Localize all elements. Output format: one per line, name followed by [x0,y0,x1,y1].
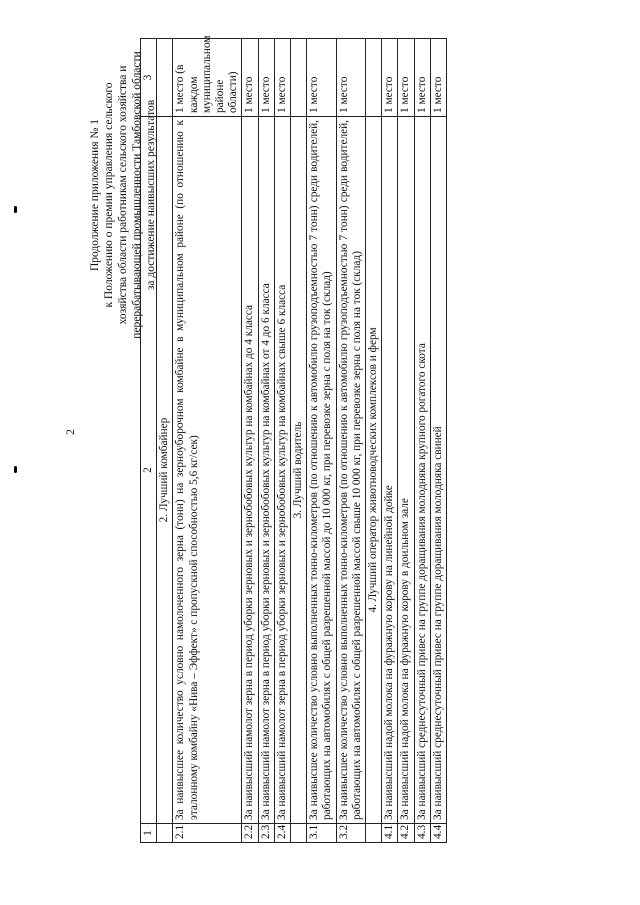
row-award: 1 место [258,39,274,117]
row-number: 4.3 [414,824,430,843]
row-number: 4.4 [430,824,446,843]
table-row [430,39,446,843]
table-row [274,39,290,843]
row-number: 4.1 [382,824,398,843]
section-title: 2. Лучший комбайнер [157,117,173,824]
row-criterion: За наивысшее количество условно намолоченного зерна (тонн) на зерноуборочном комбайне в муниципальном районе (по отношению к эталонному комбайну «Нива – Эффект» с пропускной способностью 5,6 кг/сек) [173,117,242,824]
header-line: перерабатывающей промышленности Тамбовской области [131,51,143,339]
section-row [291,39,307,843]
row-award: 1 место [274,39,290,117]
row-criterion: За наивысший надой молока на фуражную корову на линейной дойке [382,117,398,824]
section-title: 4. Лучший оператор животноводческих комплексов и ферм [366,117,382,824]
table-row [242,39,258,843]
awards-table [140,35,447,843]
section-row [366,39,382,843]
column-header: 1 [141,824,157,843]
section-row [157,39,173,843]
row-number: 4.2 [398,824,414,843]
row-award: 1 место [382,39,398,117]
row-award: 1 место [414,39,430,117]
row-criterion: За наивысший намолот зерна в период уборки зерновых и зернобобовых культур на комбайнах свыше 6 класса [274,117,290,824]
row-criterion: За наивысший намолот зерна в период уборки зерновых и зернобобовых культур на комбайнах до 4 класса [242,117,258,824]
table-row [398,39,414,843]
row-criterion: За наивысший среднесуточный привес на группе доращивания молодняка крупного рогатого скота [414,117,430,824]
page-number: 2 [63,429,77,435]
row-number: 2.2 [242,824,258,843]
row-number: 3.2 [336,824,365,843]
row-criterion: За наивысший надой молока на фуражную корову в доильном зале [398,117,414,824]
header-line: за достижение наивысших результатов [145,99,157,291]
row-number: 2.1 [173,824,242,843]
row-criterion: За наивысшее количество условно выполненных тонно-километров (по отношению к автомобилю грузоподъемностью 7 тонн) среди водителей, работающих на автомобилях с общей разрешенной массой свыше 10 000 кг, при перевозке зерна с поля на ток (склад) [336,117,365,824]
table-row [382,39,398,843]
row-criterion: За наивысший намолот зерна в период уборки зерновых и зернобобовых культур на комбайнах от 4 до 6 класса [258,117,274,824]
row-award: 1 место [336,39,365,117]
row-award: 1 место (в каждом муниципальном районе области) [173,39,242,117]
scan-mark [14,466,17,473]
header-line: к Положению о премии управления сельского [103,82,115,308]
row-criterion: За наивысшее количество условно выполненных тонно-километров (по отношению к автомобилю грузоподъемностью 7 тонн) среди водителей, работающих на автомобилях с общей разрешенной массой до 10 000 кг, при перевозке зерна с поля на ток (склад) [307,117,336,824]
table-row [307,39,336,843]
table-row [173,39,242,843]
table-row [336,39,365,843]
table-row [414,39,430,843]
row-number: 3.1 [307,824,336,843]
column-header: 2 [141,117,157,824]
row-number: 2.3 [258,824,274,843]
header-line: Продолжение приложения № 1 [89,118,101,272]
row-award: 1 место [242,39,258,117]
row-number: 2.4 [274,824,290,843]
row-award: 1 место [307,39,336,117]
section-title: 3. Лучший водитель [291,117,307,824]
header-line: хозяйства области работникам сельского хозяйства и [117,65,129,325]
column-header: 3 [141,39,157,117]
column-number-row [141,39,157,843]
row-award: 1 место [398,39,414,117]
table-row [258,39,274,843]
row-award: 1 место [430,39,446,117]
scan-mark [14,206,17,213]
row-criterion: За наивысший среднесуточный привес на группе доращивания молодняка свиней [430,117,446,824]
